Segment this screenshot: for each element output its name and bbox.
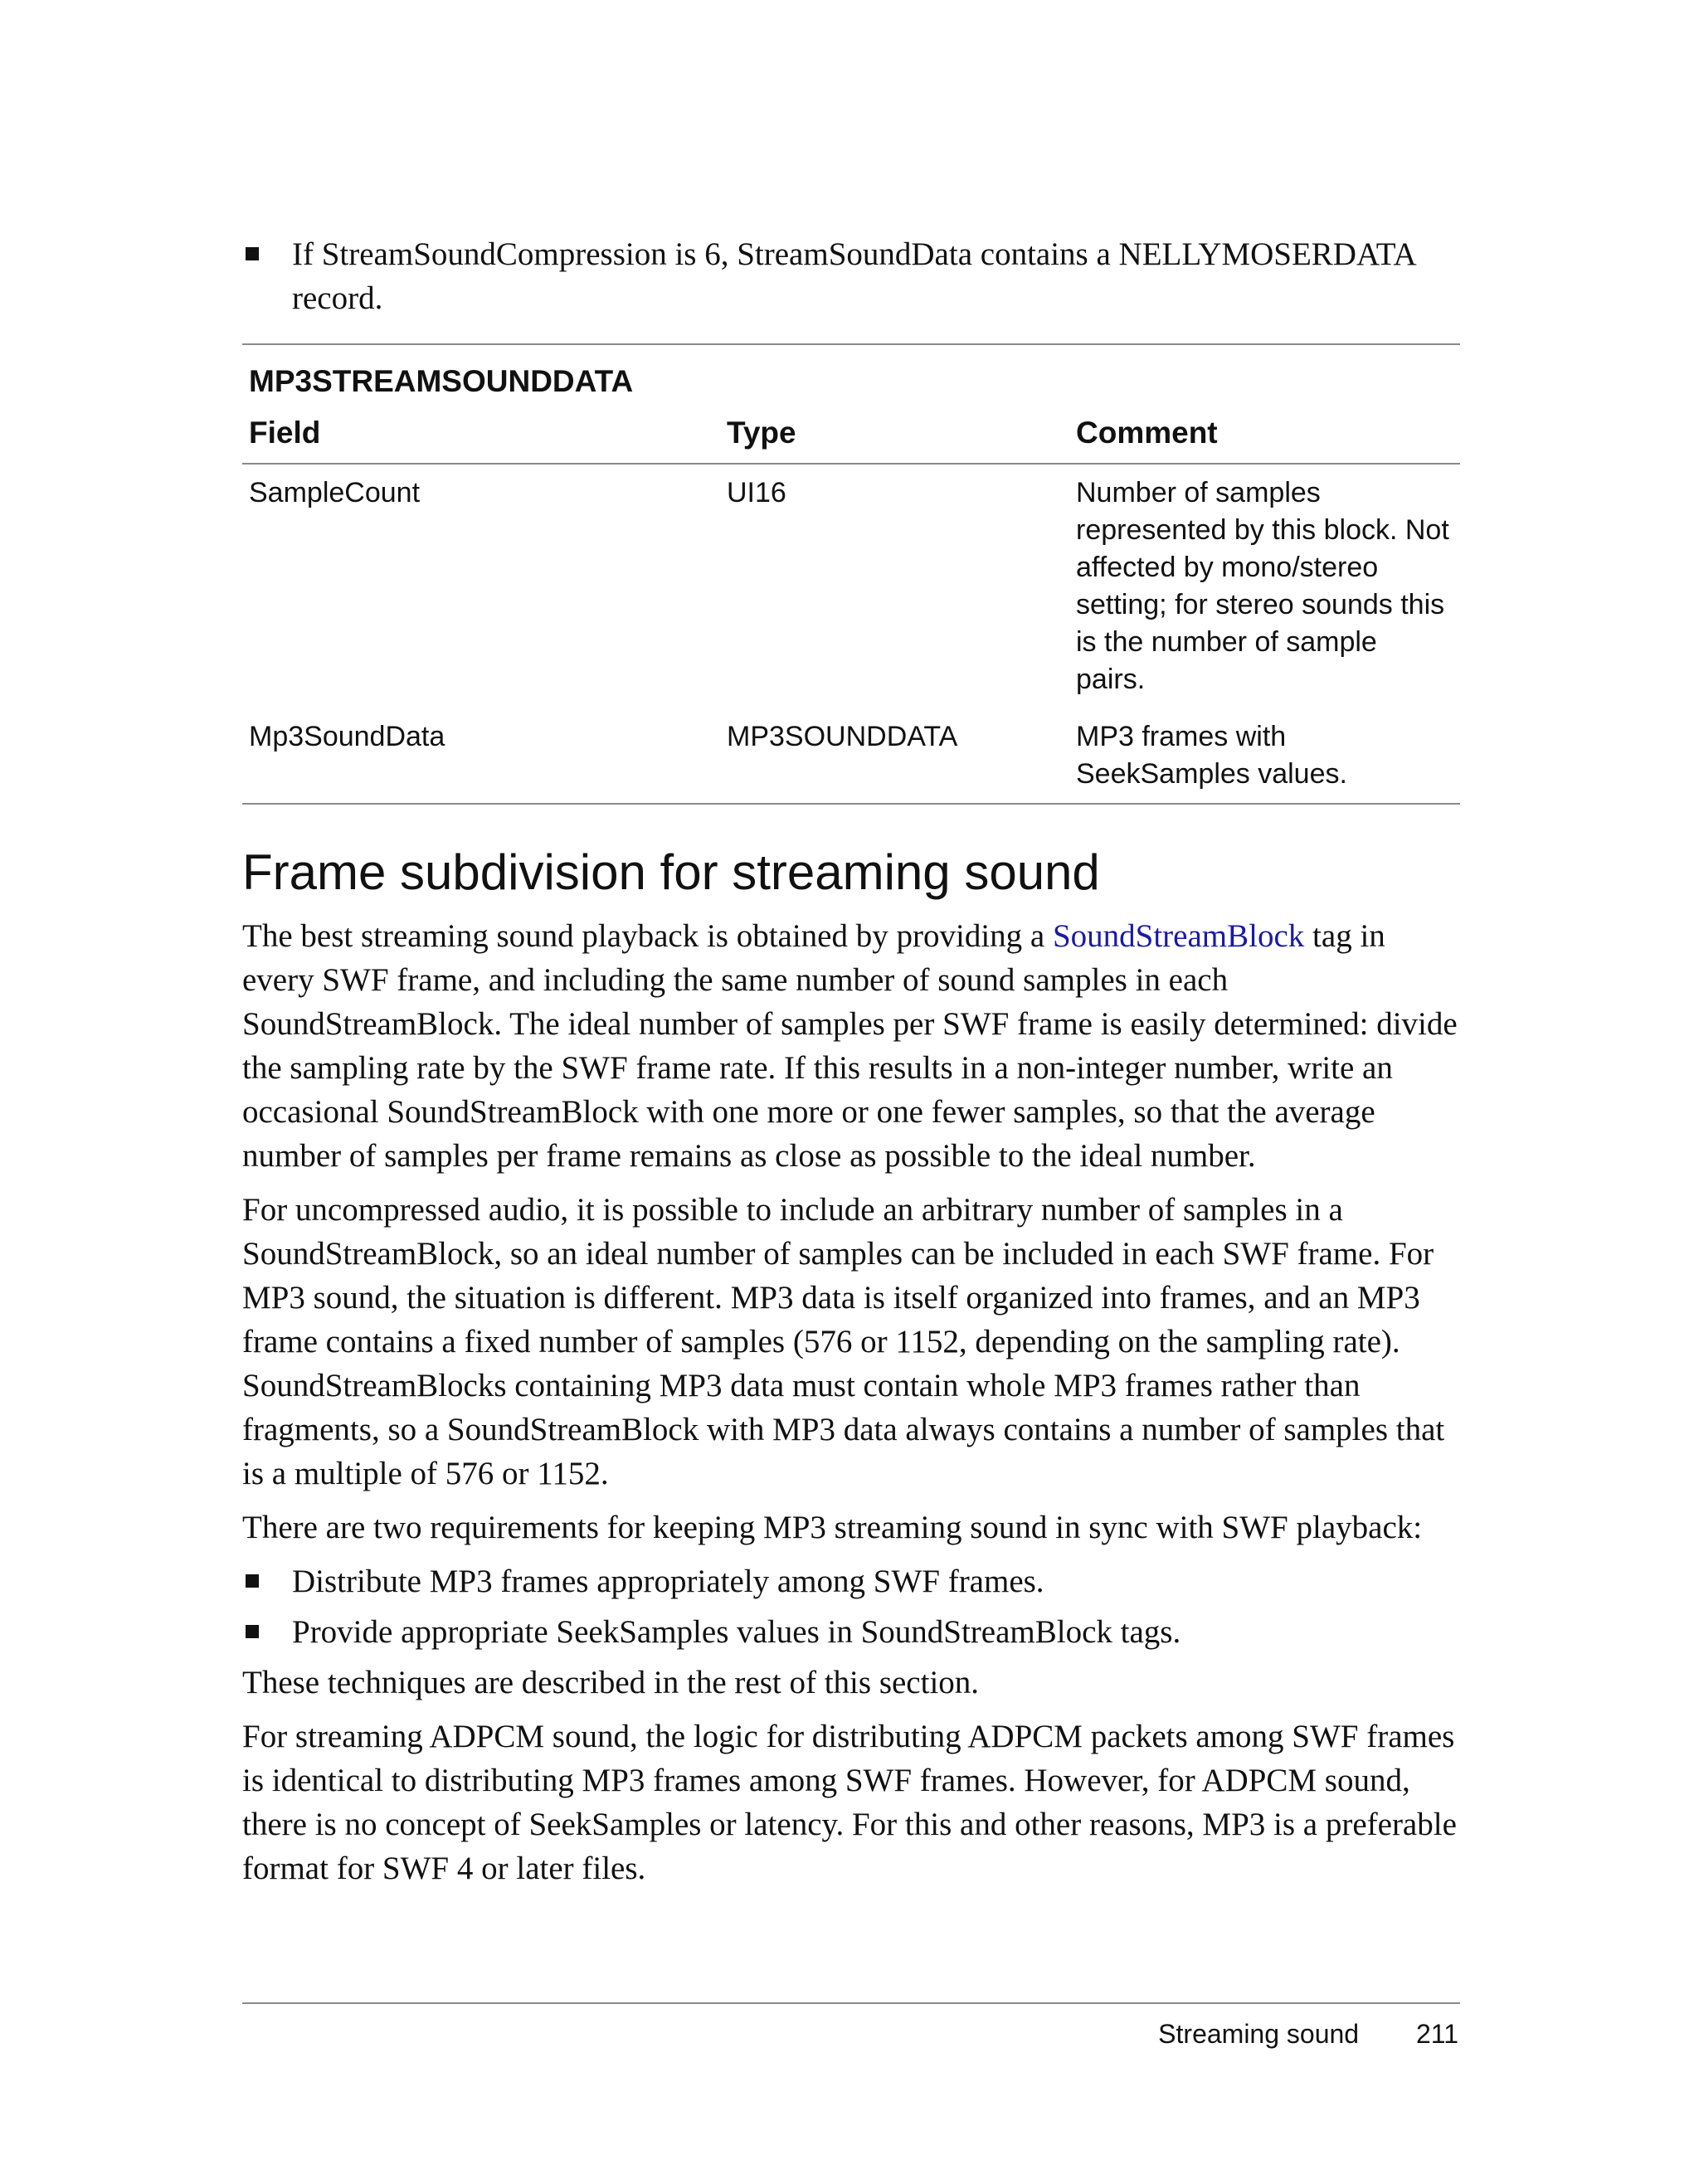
- intro-bullet-text: If StreamSoundCompression is 6, StreamSoundData contains a NELLYMOSERDATA record.: [292, 236, 1415, 316]
- page-number: 211: [1415, 2019, 1458, 2049]
- cell-comment: Number of samples represented by this block. Not affected by mono/stereo setting; for stereo sounds this is the number of sample pairs.: [1076, 477, 1449, 695]
- table-header-row: [242, 403, 1460, 464]
- header-comment: Comment: [1069, 403, 1460, 464]
- square-bullet-icon: [246, 1574, 259, 1588]
- cell-field: SampleCount: [249, 477, 421, 508]
- mp3streamsounddata-table: [242, 343, 1460, 805]
- soundstreamblock-link[interactable]: SoundStreamBlock: [1052, 918, 1305, 954]
- footer-section-name: Streaming sound: [1158, 2019, 1360, 2049]
- intro-bullet-item: [242, 232, 1460, 320]
- table-row: [242, 464, 1460, 708]
- paragraph-2: For uncompressed audio, it is possible to include an arbitrary number of samples in a SoundStreamBlock, so an ideal number of samples can be included in each SWF frame. For MP3 sound, the situation is different. MP3 data is itself organized into frames, and an MP3 frame contains a fixed number of samples (576 or 1152, depending on the sampling rate). SoundStreamBlocks containing MP3 data must contain whole MP3 frames rather than fragments, so a SoundStreamBlock with MP3 data always contains a number of samples that is a multiple of 576 or 1152.: [242, 1192, 1445, 1491]
- cell-comment: MP3 frames with SeekSamples values.: [1076, 721, 1347, 790]
- cell-type: MP3SOUNDDATA: [727, 721, 958, 752]
- list-item: [242, 1559, 1460, 1603]
- page-footer: [1158, 2017, 1458, 2050]
- paragraph-5: For streaming ADPCM sound, the logic for distributing ADPCM packets among SWF frames is identical to distributing MP3 frames among SWF frames. However, for ADPCM sound, there is no concept of SeekSamples or latency. For this and other reasons, MP3 is a preferable format for SWF 4 or later files.: [242, 1719, 1457, 1886]
- paragraph-3: There are two requirements for keeping MP3 streaming sound in sync with SWF playback:: [242, 1510, 1423, 1545]
- cell-field: Mp3SoundData: [249, 721, 445, 752]
- paragraph-4: These techniques are described in the rest of this section.: [242, 1665, 980, 1700]
- table-title: MP3STREAMSOUNDDATA: [249, 364, 634, 398]
- list-item-text: Provide appropriate SeekSamples values in SoundStreamBlock tags.: [292, 1614, 1181, 1650]
- paragraph-1: [242, 914, 1460, 1178]
- paragraph-1-start: The best streaming sound playback is obtained by providing a: [242, 918, 1053, 954]
- paragraph-1-end: tag in every SWF frame, and including the same number of sound samples in each SoundStreamBlock. The ideal number of samples per SWF frame is easily determined: divide the sampling rate by the SWF frame rate. If this results in a non-integer number, write an occasional SoundStreamBlock with one more or one fewer samples, so that the average number of samples per frame remains as close as possible to the ideal number.: [242, 918, 1458, 1174]
- header-type: Type: [720, 403, 1069, 464]
- footer-divider: [242, 2002, 1460, 2004]
- square-bullet-icon: [246, 1625, 259, 1638]
- cell-type: UI16: [727, 477, 786, 508]
- page-content: [242, 232, 1460, 1900]
- requirements-list: [242, 1559, 1460, 1654]
- header-field: Field: [242, 403, 720, 464]
- list-item: [242, 1610, 1460, 1654]
- table-row: [242, 708, 1460, 803]
- section-heading: Frame subdivision for streaming sound: [242, 844, 1100, 900]
- fields-table: [242, 403, 1460, 803]
- square-bullet-icon: [246, 247, 259, 260]
- list-item-text: Distribute MP3 frames appropriately among SWF frames.: [292, 1564, 1044, 1599]
